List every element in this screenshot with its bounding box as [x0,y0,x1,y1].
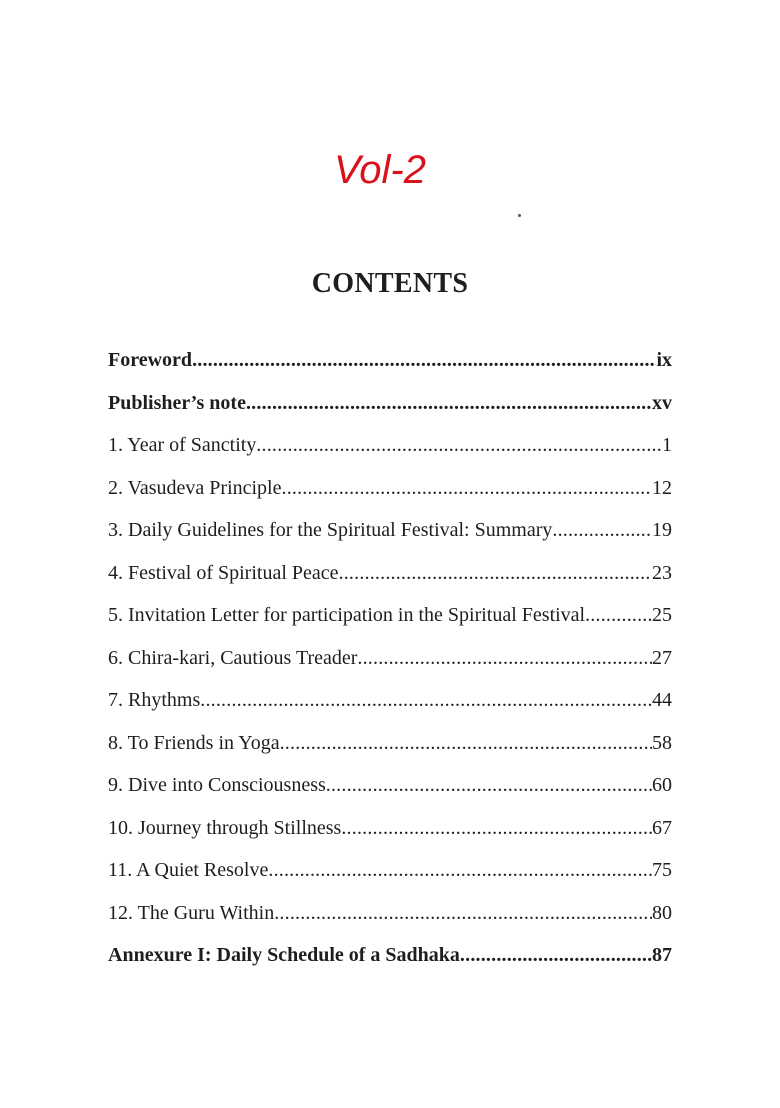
toc-entry-title: 9. Dive into Consciousness [108,774,326,796]
toc-entry-6 [108,637,672,680]
toc-entry-page: ix [656,349,672,371]
toc-entry-page: 27 [652,646,672,669]
toc-entry-foreword [108,339,672,382]
toc-entry-title: 2. Vasudeva Principle [108,476,282,499]
toc-leader-dots [326,764,652,807]
toc-leader-dots [192,339,656,382]
toc-leader-dots [274,892,652,935]
toc-entry-page: 87 [652,944,672,966]
toc-entry-title: Foreword [108,349,193,371]
toc-entry-title: 4. Festival of Spiritual Peace [108,561,339,584]
toc-entry-page: 12 [652,476,672,499]
toc-entry-5 [108,594,672,637]
toc-leader-dots [282,467,653,510]
toc-leader-dots [246,382,652,425]
toc-entry-page: 67 [652,816,672,839]
toc-leader-dots [200,679,652,722]
toc-entry-8 [108,722,672,765]
toc-entry-title: 10. Journey through Stillness [108,816,342,839]
toc-leader-dots [339,552,652,595]
table-of-contents [108,339,672,977]
toc-entry-1 [108,424,672,467]
toc-entry-page: 58 [652,731,672,754]
toc-entry-title: 5. Invitation Letter for participation in the Spiritual Festival [108,604,586,626]
toc-entry-title: 7. Rhythms [108,689,201,711]
toc-leader-dots [460,934,652,977]
toc-entry-9 [108,764,672,807]
toc-entry-title: Publisher’s note [108,391,246,414]
toc-entry-2 [108,467,672,510]
toc-leader-dots [341,807,652,850]
toc-entry-3 [108,509,672,552]
toc-entry-title: 6. Chira-kari, Cautious Treader [108,646,358,669]
toc-entry-4 [108,552,672,595]
volume-label: Vol-2 [334,148,426,192]
toc-leader-dots [552,509,652,552]
toc-entry-title: 1. Year of Sanctity [108,434,257,456]
toc-entry-10 [108,807,672,850]
toc-leader-dots [280,722,652,765]
toc-entry-page: 44 [652,689,672,711]
toc-entry-12 [108,892,672,935]
toc-entry-page: 1 [662,434,672,456]
toc-entry-title: 3. Daily Guidelines for the Spiritual Festival: Summary [108,519,553,541]
toc-entry-page: xv [652,391,672,414]
toc-entry-page: 19 [652,519,672,541]
toc-entry-page: 60 [652,774,672,796]
toc-entry-page: 80 [652,901,672,924]
toc-entry-page: 75 [652,859,672,881]
toc-leader-dots [256,424,662,467]
toc-entry-title: Annexure I: Daily Schedule of a Sadhaka [108,944,460,966]
print-speck [518,214,521,217]
toc-leader-dots [357,637,652,680]
contents-heading: CONTENTS [311,268,469,299]
toc-entry-annexure-1 [108,934,672,977]
toc-entry-publishers-note [108,382,672,425]
toc-entry-7 [108,679,672,722]
toc-leader-dots [268,849,652,892]
toc-entry-title: 11. A Quiet Resolve [108,859,269,881]
toc-leader-dots [585,594,652,637]
toc-entry-title: 8. To Friends in Yoga [108,731,280,754]
toc-entry-11 [108,849,672,892]
toc-entry-title: 12. The Guru Within [108,901,275,924]
toc-entry-page: 23 [652,561,672,584]
toc-entry-page: 25 [652,604,672,626]
